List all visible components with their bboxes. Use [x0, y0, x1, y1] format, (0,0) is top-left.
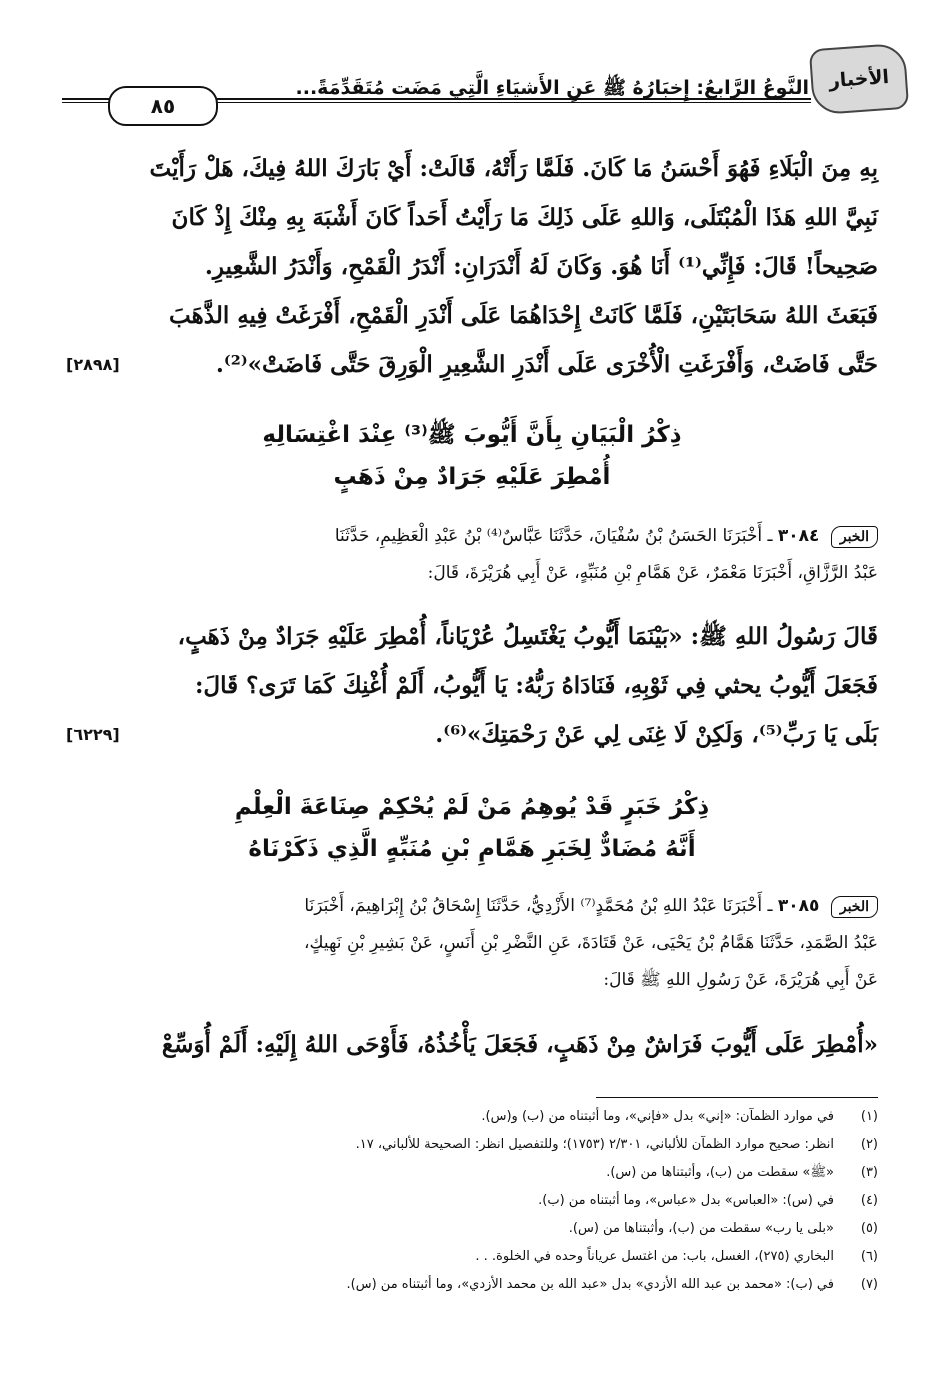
footnote-mark: (٢) [860, 1137, 878, 1152]
khabar-icon: الخبر [831, 526, 878, 548]
footnote [66, 1159, 878, 1187]
hadith-reference: [٦٢٢٩] [66, 725, 120, 744]
chapter-heading [66, 786, 878, 870]
footnote [66, 1187, 878, 1215]
running-title: النَّوعُ الرَّابعُ: إِخبَارُهُ ﷺ عَنِ الأَشيَاءِ الَّتِي مَضَت مُتَقَدِّمَةً... [295, 77, 809, 99]
text-line: نَبِيَّ اللهِ هَذَا الْمُبْتَلَى، وَاللهِ عَلَى ذَلِكَ مَا رَأَيْتُ أَحَداً كَانَ أَشْبَهَ بِهِ مِنْكَ إِذْ كَانَ [171, 204, 878, 231]
text-line: بِهِ مِنَ الْبَلَاءِ فَهُوَ أَحْسَنُ مَا كَانَ. فَلَمَّا رَأَتْهُ، قَالَتْ: أَيْ بَارَكَ اللهُ فِيكَ، هَلْ رَأَيْتَ [149, 155, 878, 182]
text-line: عَنْ أَبِي هُرَيْرَةَ، عَنْ رَسُولِ اللهِ ﷺ قَالَ: [603, 970, 878, 990]
footnote [66, 1243, 878, 1271]
khabar-icon: الخبر [831, 896, 878, 918]
hadith-isnad [66, 888, 878, 999]
section-badge: الأخبار [809, 43, 909, 116]
footnote-text: في (س): «العباس» بدل «عباس»، وما أثبتناه من (ب). [538, 1193, 834, 1208]
footnote-mark: (٥) [860, 1221, 878, 1236]
hadith-number: ٣٠٨٤ [777, 526, 820, 546]
text-line: «أُمْطِرَ عَلَى أَيُّوبَ فَرَاشٌ مِنْ ذَهَبٍ، فَجَعَلَ يَأْخُذُهُ، فَأَوْحَى اللهُ إِلَيْهِ: أَلَمْ أُوَسِّعْ [161, 1031, 878, 1058]
footnote [66, 1103, 878, 1131]
footnote-mark: (٧) [860, 1277, 878, 1292]
page-header [62, 38, 907, 130]
footnote-text: «ﷺ» سقطت من (ب)، وأثبتناها من (س). [606, 1165, 834, 1180]
text-line-content: بَلَى يَا رَبِّ⁽⁵⁾، وَلَكِنْ لَا غِنَى لِي عَنْ رَحْمَتِكَ»⁽⁶⁾. [435, 721, 878, 748]
page-number: ٨٥ [108, 86, 218, 126]
hadith-matn [66, 1020, 878, 1069]
footnote-mark: (٣) [860, 1165, 878, 1180]
footnote-mark: (٤) [860, 1193, 878, 1208]
footnote-mark: (١) [860, 1109, 878, 1124]
text-line: فَجَعَلَ أَيُّوبُ يحثي فِي ثَوْبِهِ، فَنَادَاهُ رَبُّهُ: يَا أَيُّوبُ، أَلَمْ أُغْنِكَ كَمَا تَرَى؟ قَالَ: [194, 672, 878, 699]
text-line: قَالَ رَسُولُ اللهِ ﷺ: «بَيْنَمَا أَيُّوبُ يَغْتَسِلُ عُرْيَاناً، أُمْطِرَ عَلَيْهِ جَرَادٌ مِنْ ذَهَبٍ، [177, 623, 878, 650]
heading-line: ذِكْرُ خَبَرٍ قَدْ يُوهِمُ مَنْ لَمْ يُحْكِمْ صِنَاعَةَ الْعِلْمِ [234, 794, 710, 820]
text-line: فَبَعَثَ اللهُ سَحَابَتَيْنِ، فَلَمَّا كَانَتْ إِحْدَاهُمَا عَلَى أَنْدَرِ الْقَمْحِ، أَفْرَغَتْ فِيهِ الذَّهَبَ [169, 302, 878, 329]
hadith-number: ٣٠٨٥ [777, 896, 820, 916]
isnad-text: ـ أَخْبَرَنَا الحَسَنُ بْنُ سُفْيَانَ، حَدَّثَنَا عَبَّاسٌ⁽⁴⁾ بْنُ عَبْدِ الْعَظِيمِ، حَدَّثَنَا [334, 526, 773, 546]
footnote-rule [596, 1097, 878, 1098]
text-line [66, 518, 878, 555]
isnad-text: ـ أَخْبَرَنَا عَبْدُ اللهِ بْنُ مُحَمَّدٍ⁽⁷⁾ الأَزْدِيُّ، حَدَّثَنَا إِسْحَاقُ بْنُ إِبْرَاهِيمَ، أَخْبَرَنَا [304, 896, 773, 916]
footnote-text: البخاري (٢٧٥)، الغسل، باب: من اغتسل عرياناً وحده في الخلوة. . . [475, 1249, 834, 1264]
text-line [66, 340, 878, 389]
text-line-content: حَتَّى فَاضَتْ، وَأَفْرَغَتِ الْأُخْرَى عَلَى أَنْدَرِ الشَّعِيرِ الْوَرِقَ حَتَّى فَاضَتْ»⁽²⁾. [215, 351, 878, 378]
footnote [66, 1215, 878, 1243]
heading-line: أُمْطِرَ عَلَيْهِ جَرَادٌ مِنْ ذَهَبٍ [333, 464, 611, 490]
footnote [66, 1271, 878, 1299]
chapter-heading [66, 414, 878, 498]
footnote-text: في موارد الظمآن: «إني» بدل «فإني»، وما أثبتناه من (ب) و(س). [481, 1109, 834, 1124]
text-line: عَبْدُ الصَّمَدِ، حَدَّثَنَا هَمَّامُ بْنُ يَحْيَى، عَنْ قَتَادَةَ، عَنِ النَّضْرِ بْنِ أَنَسٍ، عَنْ بَشِيرِ بْنِ نَهِيكٍ، [304, 933, 878, 953]
footnote-mark: (٦) [860, 1249, 878, 1264]
text-line: صَحِيحاً! قَالَ: فَإِنِّي⁽¹⁾ أَنَا هُوَ. وَكَانَ لَهُ أَنْدَرَانِ: أَنْدَرُ الْقَمْحِ، وَأَنْدَرُ الشَّعِيرِ. [204, 253, 878, 280]
text-line [66, 710, 878, 759]
footnote [66, 1131, 878, 1159]
hadith-reference: [٢٨٩٨] [66, 355, 120, 374]
text-line [66, 888, 878, 925]
footnote-text: «بلى يا رب» سقطت من (ب)، وأثبتناها من (س). [568, 1221, 834, 1236]
hadith-matn [66, 612, 878, 759]
text-line: عَبْدُ الرَّزَّاقِ، أَخْبَرَنَا مَعْمَرٌ، عَنْ هَمَّامِ بْنِ مُنَبِّهٍ، عَنْ أَبِي هُرَيْرَةَ، قَالَ: [427, 563, 878, 583]
footnote-text: انظر: صحيح موارد الظمآن للألباني، ٢/٣٠١ (١٧٥٣)؛ وللتفصيل انظر: الصحيحة للألباني، ١٧. [355, 1137, 834, 1152]
hadith-isnad [66, 518, 878, 592]
footnote-text: في (ب): «محمد بن عبد الله الأزدي» بدل «عبد الله بن محمد الأزدي»، وما أثبتناه من (س). [346, 1277, 834, 1292]
intro-paragraph [66, 144, 878, 389]
heading-line: ذِكْرُ الْبَيَانِ بِأَنَّ أَيُّوبَ ﷺ⁽³⁾ عِنْدَ اغْتِسَالِهِ [262, 422, 682, 448]
heading-line: أَنَّهُ مُضَادٌّ لِخَبَرِ هَمَّامِ بْنِ مُنَبِّهٍ الَّذِي ذَكَرْنَاهُ [248, 836, 696, 862]
footnotes [66, 1103, 878, 1299]
